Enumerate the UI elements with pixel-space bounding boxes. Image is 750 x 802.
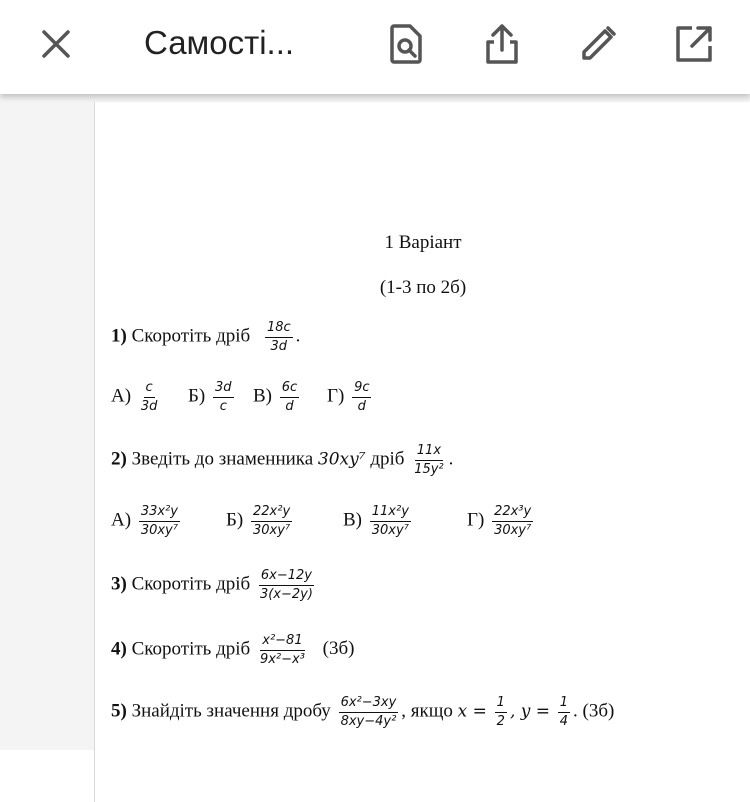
x-value: $\frac{1}{2}$ bbox=[496, 695, 505, 729]
variant-heading: 1 Варіант bbox=[384, 232, 462, 253]
question-number: 1) bbox=[111, 325, 127, 347]
q2-option-a: А) $\frac{\text{33x²y}}{\text{30xy⁷}}$ bbox=[111, 504, 178, 538]
math-expression: 30xy⁷ bbox=[317, 449, 366, 470]
close-icon[interactable] bbox=[32, 20, 80, 68]
fraction: $\frac{\text{6x²−3xy}}{\text{8xy−4y²}}$ bbox=[340, 695, 397, 729]
q2-option-g: Г) $\frac{\text{22x³y}}{\text{30xy⁷}}$ bbox=[467, 504, 532, 538]
q1-option-b: Б) $\frac{3d}{c}$ bbox=[188, 380, 232, 414]
question-2: 2) Зведіть до знаменника 30xy⁷ дріб $\frac{11x}{\text{15y²}}$ . bbox=[111, 443, 454, 477]
points-note: (1-3 по 2б) bbox=[379, 277, 467, 298]
open-external-icon[interactable] bbox=[670, 20, 718, 68]
fraction: $\frac{18c}{3d}$ bbox=[266, 320, 291, 354]
fraction: $\frac{\text{x²−81}}{\text{9x²−x³}}$ bbox=[259, 633, 305, 667]
find-in-page-icon[interactable] bbox=[382, 20, 430, 68]
question-3: 3) Скоротіть дріб $\frac{6x-12y}{3(x-2y)}$ bbox=[111, 568, 313, 602]
pencil-icon[interactable] bbox=[574, 20, 622, 68]
share-icon[interactable] bbox=[478, 20, 526, 68]
q1-option-g: Г) $\frac{9c}{d}$ bbox=[327, 380, 370, 414]
document-page bbox=[94, 102, 750, 802]
document-viewer[interactable] bbox=[0, 94, 750, 750]
question-5: 5) Знайдіть значення дробу $\frac{\text{6x²−3xy}}{\text{8xy−4y²}}$ , якщо x = $\frac{1}{2}$ , y = $\frac{1}{4}$ . (3б) bbox=[111, 695, 615, 729]
top-toolbar bbox=[0, 0, 750, 94]
q2-option-b: Б) $\frac{\text{22x²y}}{\text{30xy⁷}}$ bbox=[226, 504, 291, 538]
document-title: Самості... bbox=[144, 24, 295, 61]
q1-option-a: А) $\frac{c}{3d}$ bbox=[111, 380, 158, 414]
y-value: $\frac{1}{4}$ bbox=[559, 695, 569, 729]
question-1: 1) Скоротіть дріб $\frac{18c}{3d}$ . bbox=[111, 320, 301, 354]
question-text: Скоротіть дріб bbox=[131, 325, 251, 347]
points-label: (3б) bbox=[582, 700, 615, 722]
question-4: 4) Скоротіть дріб $\frac{\text{x²−81}}{\text{9x²−x³}}$ (3б) bbox=[111, 633, 355, 667]
q1-option-v: В) $\frac{6c}{d}$ bbox=[253, 380, 298, 414]
q2-option-v: В) $\frac{\text{11x²y}}{\text{30xy⁷}}$ bbox=[343, 504, 409, 538]
points-label: (3б) bbox=[322, 638, 355, 660]
fraction: $\frac{11x}{\text{15y²}}$ bbox=[414, 443, 444, 477]
fraction: $\frac{6x-12y}{3(x-2y)}$ bbox=[259, 568, 313, 602]
